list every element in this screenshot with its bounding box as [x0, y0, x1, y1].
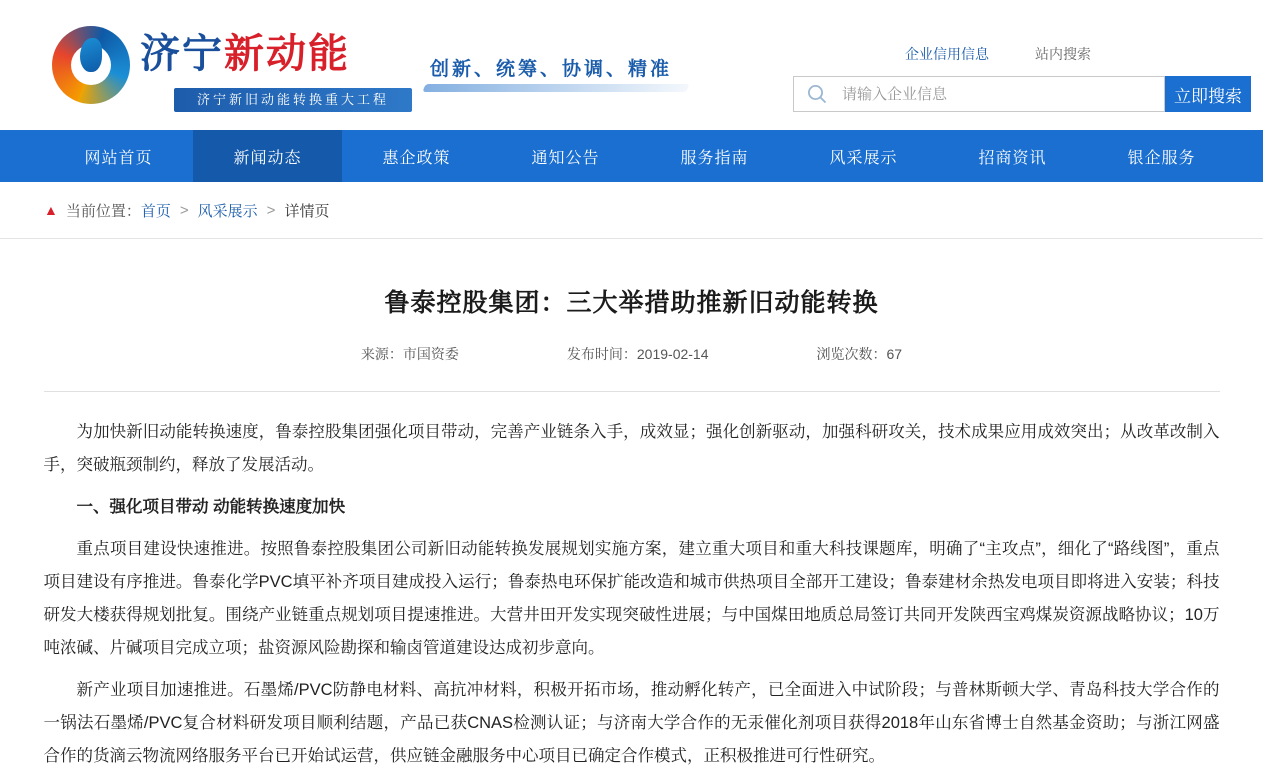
- article-subheading: 一、强化项目带动 动能转换速度加快: [76, 498, 346, 516]
- main-nav: [0, 130, 1263, 182]
- slogan-underline-decoration: [422, 84, 689, 92]
- site-logo[interactable]: [44, 10, 444, 120]
- swirl-logo-icon: [52, 26, 130, 104]
- article: [44, 239, 1220, 773]
- breadcrumb-item-showcase[interactable]: 风采展示: [197, 202, 258, 220]
- article-body: [44, 416, 1220, 773]
- article-paragraph: 新产业项目加速推进。石墨烯/PVC防静电材料、高抗冲材料，积极开拓市场，推动孵化转产，已全面进入中试阶段；与普林斯顿大学、青岛科技大学合作的一锅法石墨烯/PVC复合材料研发项目顺利结题，产品已获CNAS检测认证；与济南大学合作的无汞催化剂项目获得2018年山东省博士自然基金资助；与浙江网盛合作的货滴云物流网络服务平台已开始试运营，供应链金融服务中心项目已确定合作模式，正积极推进可行性研究。: [43, 681, 1220, 765]
- page-title: 鲁泰控股集团：三大举措助推新旧动能转换: [384, 289, 879, 317]
- top-link-credit-info[interactable]: 企业信用信息: [905, 46, 989, 62]
- article-paragraph: 重点项目建设快速推进。按照鲁泰控股集团公司新旧动能转换发展规划实施方案，建立重大项目和重大科技课题库，明确了“主攻点”，细化了“路线图”，重点项目建设有序推进。鲁泰化学PVC填平补齐项目建成投入运行；鲁泰热电环保扩能改造和城市供热项目全部开工建设；鲁泰建材余热发电项目即将进入安装；科技研发大楼获得规划批复。围绕产业链重点规划项目提速推进。大营井田开发实现突破性进展；与中国煤田地质总局签订共同开发陕西宝鸡煤炭资源战略协议；10万吨浓碱、片碱项目完成立项；盐资源风险勘探和输卤管道建设达成初步意向。: [43, 540, 1220, 657]
- site-header: [0, 0, 1263, 130]
- article-paragraph: 为加快新旧动能转换速度，鲁泰控股集团强化项目带动，完善产业链条入手，成效显；强化创新驱动，加强科研攻关，技术成果应用成效突出；从改革改制入手，突破瓶颈制约，释放了发展活动。: [43, 423, 1220, 474]
- logo-wordmark: [140, 22, 350, 79]
- article-views: 浏览次数：67: [816, 346, 903, 362]
- nav-item-notice[interactable]: 通知公告: [531, 149, 600, 167]
- search-box[interactable]: [793, 76, 1165, 112]
- logo-text-primary: 济宁: [140, 31, 224, 76]
- article-source: 来源：市国资委: [360, 346, 459, 362]
- article-publish-time: 发布时间：2019-02-14: [566, 346, 709, 362]
- breadcrumb-separator: >: [266, 201, 276, 219]
- home-icon: ▲: [44, 202, 58, 218]
- nav-item-investment[interactable]: 招商资讯: [978, 149, 1047, 167]
- top-link-site-search[interactable]: 站内搜索: [1035, 46, 1091, 62]
- logo-text-secondary: 新动能: [224, 31, 350, 76]
- breadcrumb-separator: >: [179, 201, 189, 219]
- nav-item-news[interactable]: 新闻动态: [193, 130, 342, 182]
- breadcrumb-item-home[interactable]: 首页: [140, 202, 171, 220]
- site-slogan: 创新、统筹、协调、精准: [430, 59, 673, 80]
- meta-divider: [44, 391, 1220, 392]
- breadcrumb-label: 当前位置：: [65, 202, 141, 220]
- nav-item-policy[interactable]: 惠企政策: [382, 149, 451, 167]
- article-meta: [44, 344, 1220, 364]
- search-input[interactable]: [840, 78, 1164, 110]
- breadcrumb-item-detail: 详情页: [284, 202, 330, 220]
- nav-item-showcase[interactable]: 风采展示: [829, 149, 898, 167]
- logo-subtitle-bar: 济宁新旧动能转换重大工程: [174, 88, 412, 112]
- top-utility-links: [905, 44, 1091, 64]
- search-submit-button[interactable]: 立即搜索: [1165, 76, 1251, 112]
- nav-item-guide[interactable]: 服务指南: [680, 149, 749, 167]
- search-icon: [794, 83, 840, 105]
- nav-item-bank-service[interactable]: 银企服务: [1127, 149, 1196, 167]
- breadcrumb: [0, 182, 1263, 239]
- nav-item-home[interactable]: 网站首页: [84, 149, 153, 167]
